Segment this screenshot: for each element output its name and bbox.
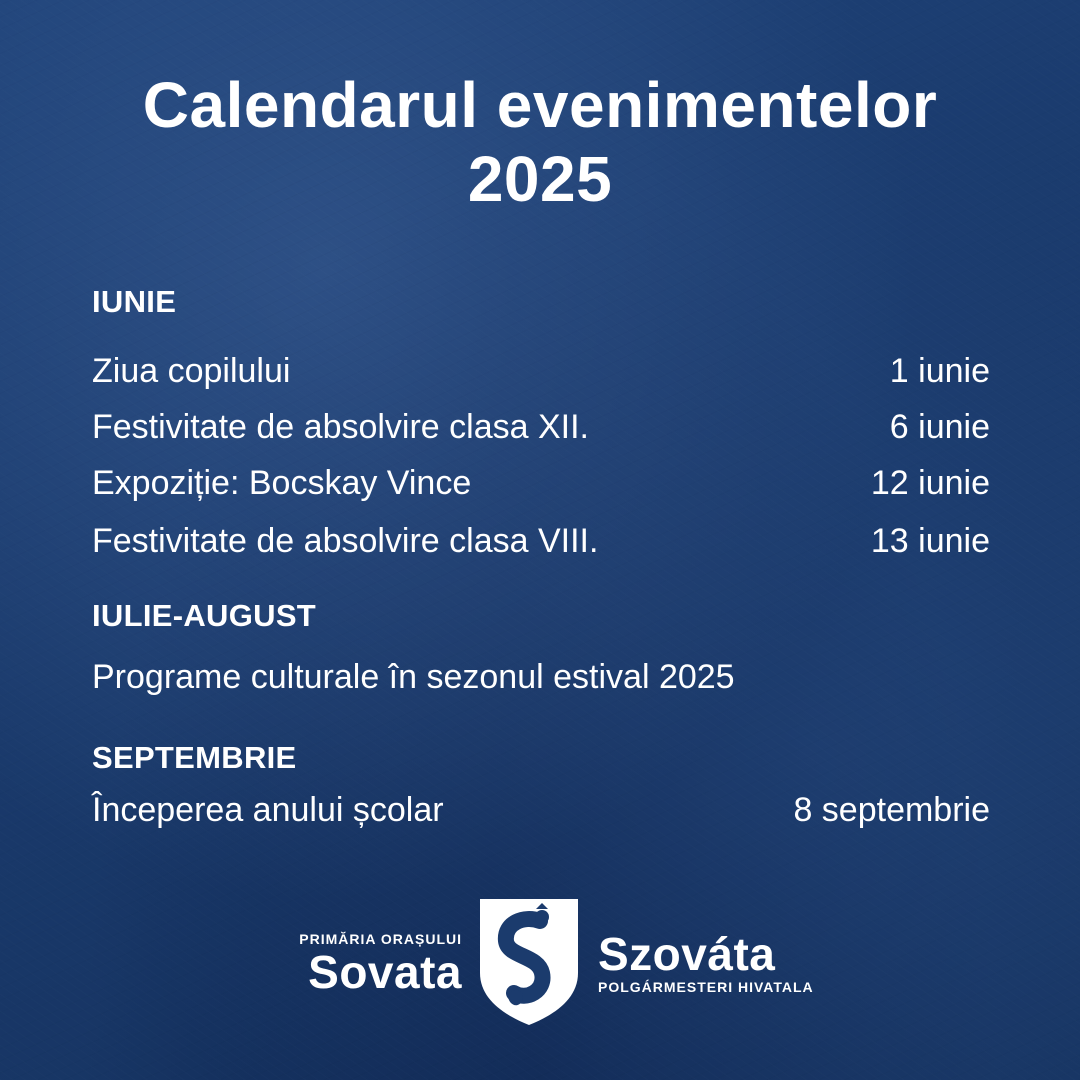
- section-heading-iunie: IUNIE: [92, 284, 177, 319]
- event-date: 8 septembrie: [793, 790, 990, 829]
- sovata-shield-icon: [476, 895, 582, 1027]
- title-line-1: Calendarul evenimentelor: [142, 69, 938, 141]
- event-row: [92, 347, 990, 395]
- event-date: 6 iunie: [889, 407, 990, 446]
- event-name: Începerea anului școlar: [92, 790, 444, 829]
- logo-right-text: [598, 928, 814, 995]
- event-row: [92, 517, 990, 565]
- event-date: 13 iunie: [870, 521, 990, 560]
- event-name: Ziua copilului: [92, 351, 291, 390]
- section-heading-septembrie: SEPTEMBRIE: [92, 740, 297, 775]
- event-name: Festivitate de absolvire clasa VIII.: [92, 521, 599, 560]
- logo-name-hu: Szováta: [598, 928, 776, 980]
- event-row: [92, 786, 990, 834]
- logo-subtitle-ro: PRIMĂRIA ORAȘULUI: [299, 931, 462, 947]
- page-title: [0, 68, 1080, 216]
- event-name: Festivitate de absolvire clasa XII.: [92, 407, 590, 446]
- event-name: Programe culturale în sezonul estival 2025: [92, 658, 735, 696]
- logo-left-text: [299, 931, 462, 998]
- title-line-2: 2025: [467, 143, 613, 216]
- event-date: 1 iunie: [889, 351, 990, 390]
- section-heading-iulie-august: IULIE-AUGUST: [92, 598, 317, 633]
- logo-subtitle-hu: POLGÁRMESTERI HIVATALA: [598, 979, 814, 995]
- event-row: [92, 403, 990, 451]
- municipality-logo: [0, 895, 1080, 1030]
- event-row: [92, 459, 990, 507]
- event-name: Expoziție: Bocskay Vince: [92, 463, 472, 502]
- event-date: 12 iunie: [870, 463, 990, 502]
- logo-name-ro: Sovata: [308, 946, 462, 998]
